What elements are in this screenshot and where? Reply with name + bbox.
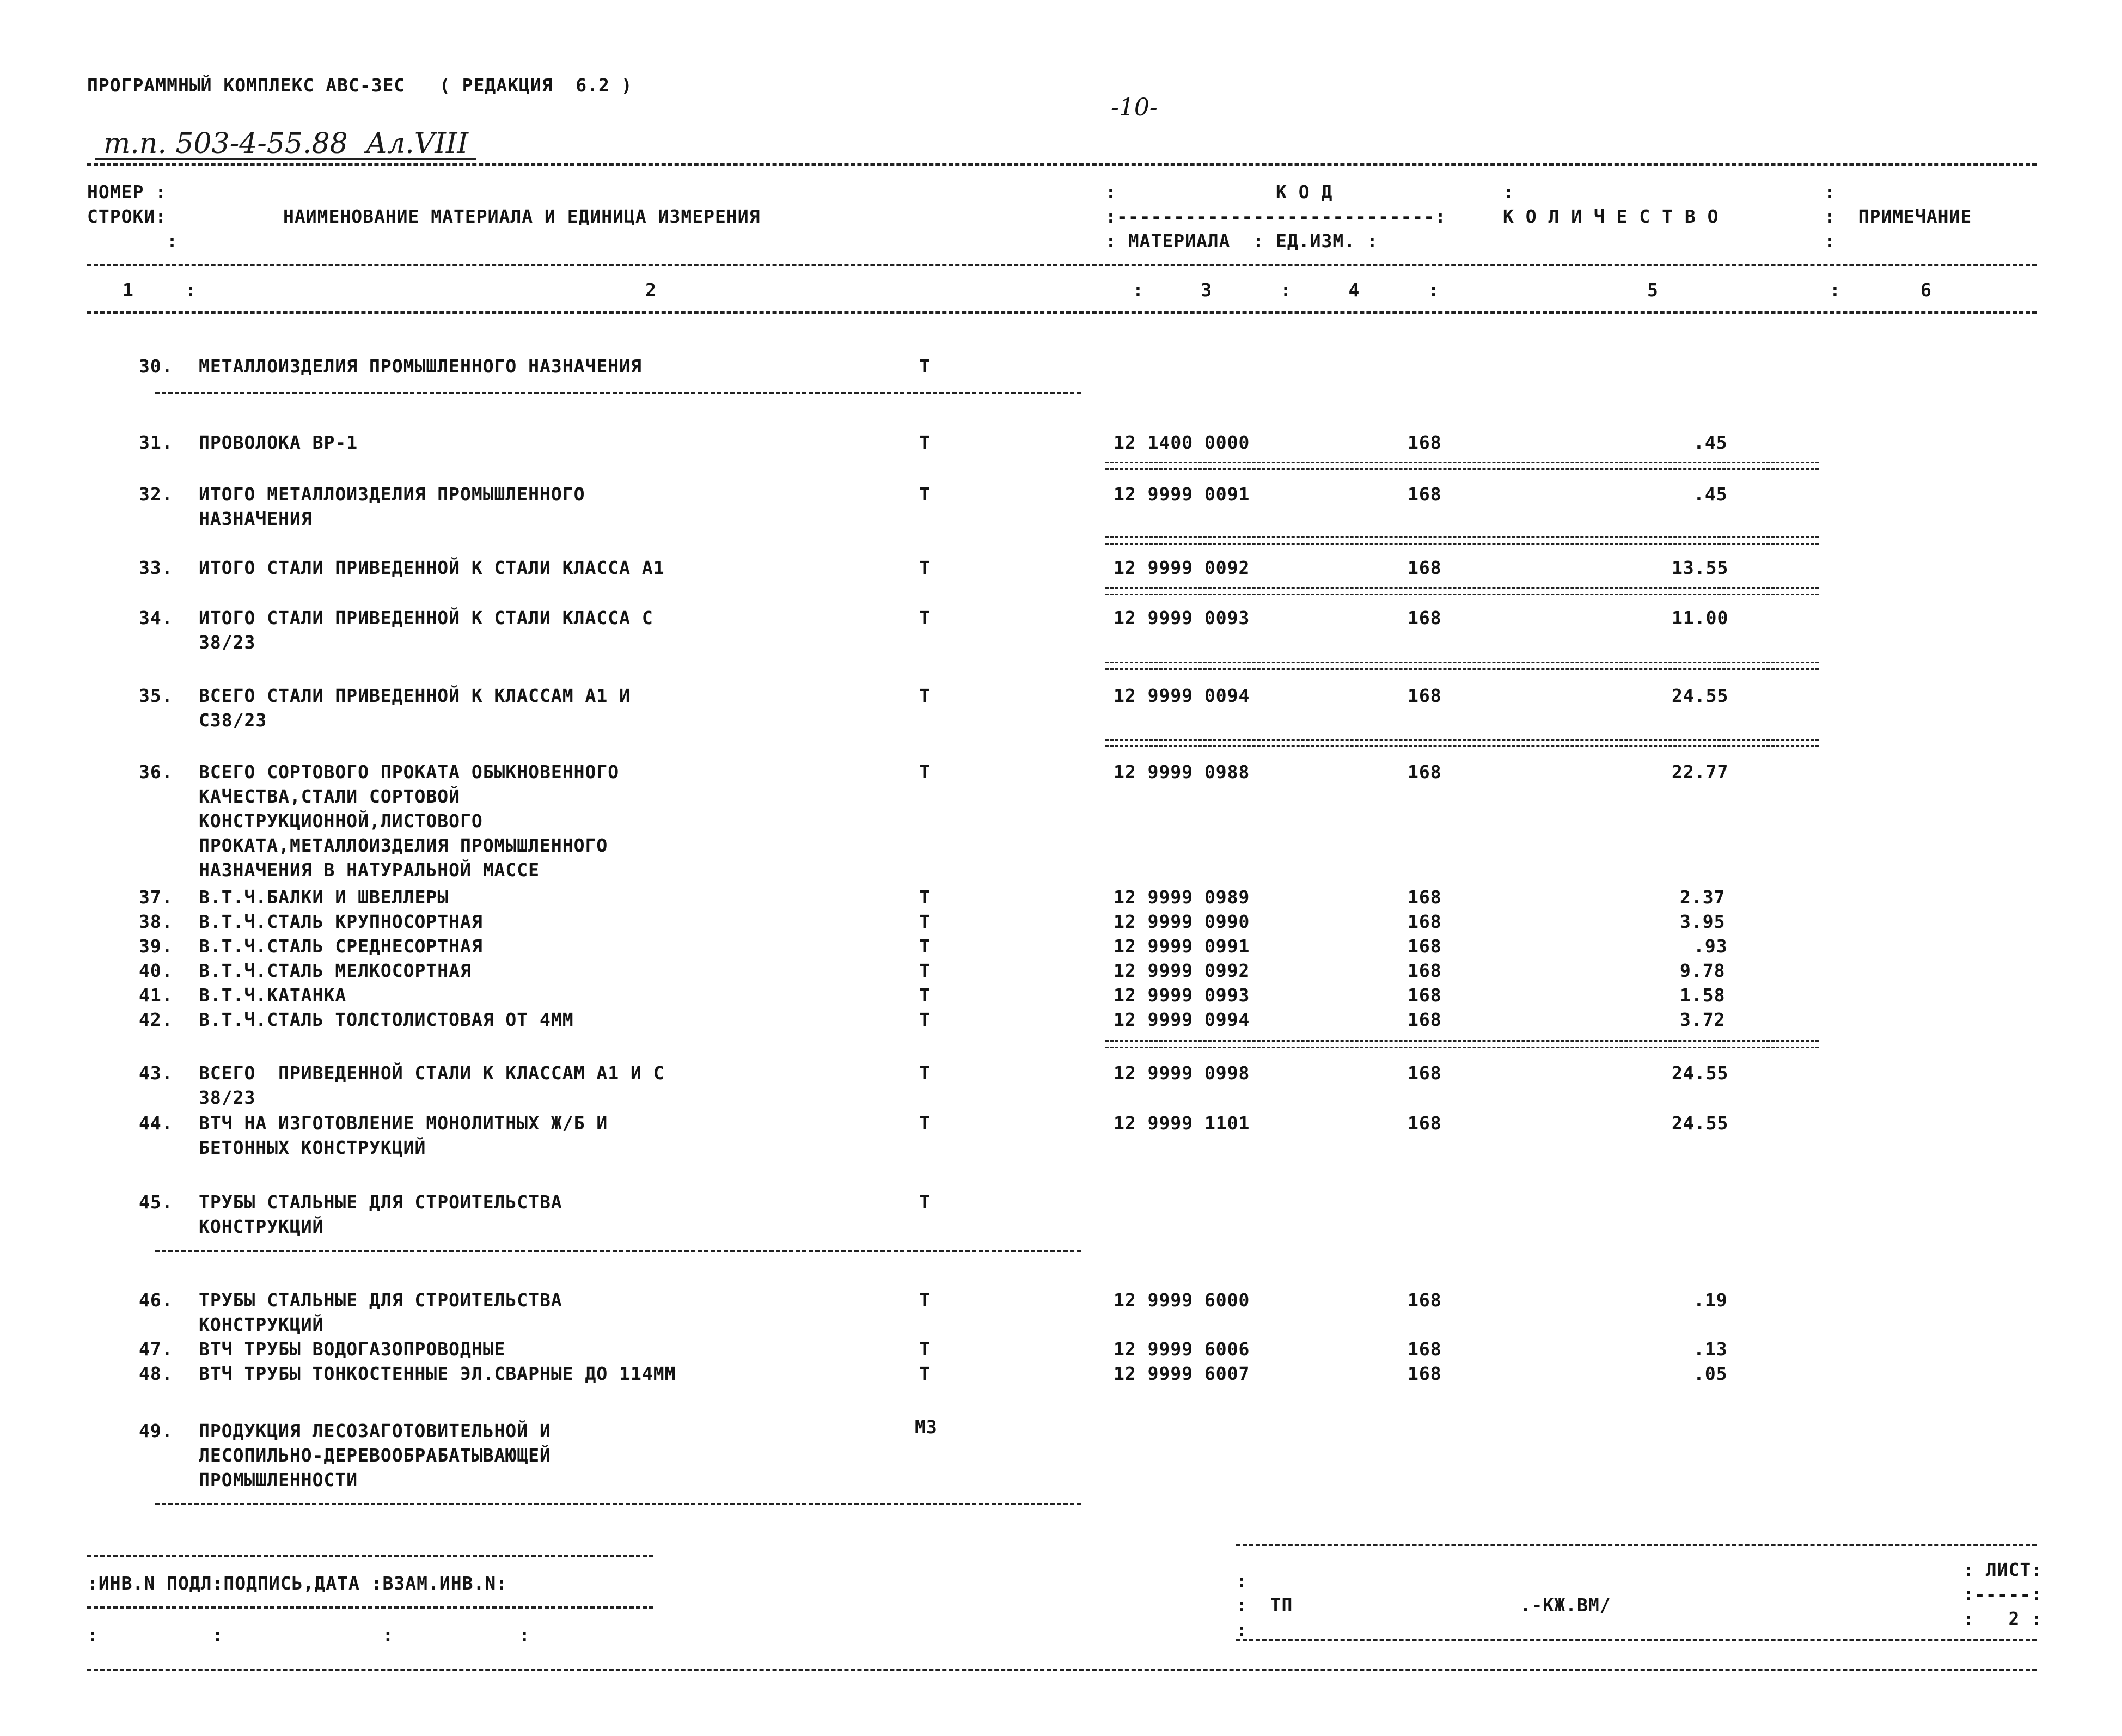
row-unit-code: 168 bbox=[1408, 557, 1442, 578]
row-material-name: В.Т.Ч.СТАЛЬ МЕЛКОСОРТНАЯ bbox=[199, 960, 472, 981]
row-material-code: 12 9999 0091 bbox=[1114, 484, 1250, 505]
section-underline bbox=[155, 392, 1081, 394]
row-quantity: 11.00 bbox=[1672, 607, 1729, 628]
row-unit: Т bbox=[919, 761, 931, 783]
row-unit-code: 168 bbox=[1408, 911, 1442, 932]
row-unit: Т bbox=[919, 1338, 931, 1360]
header-bottom-rule bbox=[87, 311, 2037, 314]
project-code-underline bbox=[95, 158, 476, 160]
row-material-code: 12 9999 0990 bbox=[1114, 911, 1250, 932]
row-material-code: 12 9999 0988 bbox=[1114, 761, 1250, 783]
row-quantity: .93 bbox=[1693, 936, 1728, 957]
row-unit: Т bbox=[919, 1191, 931, 1213]
row-unit-code: 168 bbox=[1408, 484, 1442, 505]
row-material-name: ПРОВОЛОКА ВР-1 bbox=[199, 432, 358, 453]
row-unit: Т bbox=[919, 484, 931, 505]
row-material-code: 12 9999 6000 bbox=[1114, 1289, 1250, 1311]
row-number: 38. bbox=[139, 911, 173, 932]
row-unit-code: 168 bbox=[1408, 761, 1442, 783]
row-material-code: 12 1400 0000 bbox=[1114, 432, 1250, 453]
row-unit: Т bbox=[919, 936, 931, 957]
row-material-name: ИТОГО СТАЛИ ПРИВЕДЕННОЙ К СТАЛИ КЛАССА С 38/23 bbox=[199, 607, 653, 653]
row-material-code: 12 9999 0989 bbox=[1114, 887, 1250, 908]
row-unit-code: 168 bbox=[1408, 1289, 1442, 1311]
row-material-name: В.Т.Ч.СТАЛЬ ТОЛСТОЛИСТОВАЯ ОТ 4ММ bbox=[199, 1009, 574, 1030]
row-material-name: В.Т.Ч.СТАЛЬ СРЕДНЕСОРТНАЯ bbox=[199, 936, 483, 957]
row-number: 48. bbox=[139, 1363, 173, 1384]
row-material-code: 12 9999 0994 bbox=[1114, 1009, 1250, 1030]
footer-bottom-rule bbox=[87, 1669, 2037, 1671]
row-material-code: 12 9999 0991 bbox=[1114, 936, 1250, 957]
row-unit-code: 168 bbox=[1408, 1112, 1442, 1134]
row-material-name: ПРОДУКЦИЯ ЛЕСОЗАГОТОВИТЕЛЬНОЙ И ЛЕСОПИЛЬНО-ДЕРЕВООБРАБАТЫВАЮЩЕЙ ПРОМЫШЛЕННОСТИ bbox=[199, 1420, 551, 1490]
footer-left-top-rule bbox=[87, 1555, 653, 1557]
row-material-name: В.Т.Ч.КАТАНКА bbox=[199, 985, 347, 1006]
col-quantity-header: К О Л И Ч Е С Т В О bbox=[1503, 206, 1719, 227]
row-number: 46. bbox=[139, 1289, 173, 1311]
row-number: 32. bbox=[139, 484, 173, 505]
row-material-code: 12 9999 6006 bbox=[1114, 1338, 1250, 1360]
row-material-code: 12 9999 1101 bbox=[1114, 1112, 1250, 1134]
row-material-code: 12 9999 0993 bbox=[1114, 985, 1250, 1006]
total-separator bbox=[1105, 462, 1819, 470]
row-unit: Т bbox=[919, 685, 931, 706]
col-separator: : bbox=[185, 279, 197, 301]
row-unit-code: 168 bbox=[1408, 1062, 1442, 1084]
row-unit-code: 168 bbox=[1408, 936, 1442, 957]
footer-signature-headers: :ИНВ.N ПОДЛ:ПОДПИСЬ,ДАТА :ВЗАМ.ИНВ.N: bbox=[87, 1573, 508, 1594]
row-material-name: ИТОГО СТАЛИ ПРИВЕДЕННОЙ К СТАЛИ КЛАССА А1 bbox=[199, 557, 665, 578]
row-number: 42. bbox=[139, 1009, 173, 1030]
program-header: ПРОГРАММНЫЙ КОМПЛЕКС АВС-3ЕС ( РЕДАКЦИЯ 6.2 ) bbox=[87, 75, 633, 96]
row-number: 36. bbox=[139, 761, 173, 783]
row-unit: Т bbox=[919, 1062, 931, 1084]
row-quantity: 3.72 bbox=[1680, 1009, 1726, 1030]
row-material-code: 12 9999 0092 bbox=[1114, 557, 1250, 578]
row-number: 34. bbox=[139, 607, 173, 628]
row-material-name: В.Т.Ч.СТАЛЬ КРУПНОСОРТНАЯ bbox=[199, 911, 483, 932]
row-quantity: 24.55 bbox=[1672, 1062, 1729, 1084]
row-material-code: 12 9999 0094 bbox=[1114, 685, 1250, 706]
row-quantity: 2.37 bbox=[1680, 887, 1726, 908]
row-unit-code: 168 bbox=[1408, 607, 1442, 628]
row-unit: Т bbox=[919, 1112, 931, 1134]
row-unit: Т bbox=[919, 607, 931, 628]
row-unit: Т bbox=[919, 1009, 931, 1030]
row-number: 31. bbox=[139, 432, 173, 453]
total-separator bbox=[1105, 587, 1819, 595]
row-material-code: 12 9999 0998 bbox=[1114, 1062, 1250, 1084]
footer-right-top-rule bbox=[1236, 1544, 2037, 1546]
header-mid-rule bbox=[87, 264, 2037, 266]
row-unit-code: 168 bbox=[1408, 985, 1442, 1006]
footer-sheet-number: : ЛИСТ: :-----: : 2 : bbox=[1963, 1559, 2043, 1629]
row-material-name: ВСЕГО СОРТОВОГО ПРОКАТА ОБЫКНОВЕННОГО КАЧЕСТВА,СТАЛИ СОРТОВОЙ КОНСТРУКЦИОННОЙ,ЛИСТОВОГО ПРОКАТА,МЕТАЛЛОИЗДЕЛИЯ ПРОМЫШЛЕННОГО НАЗНАЧЕНИЯ В НАТУРАЛЬНОЙ МАССЕ bbox=[199, 761, 620, 881]
row-unit: Т bbox=[919, 1363, 931, 1384]
row-material-name: ВТЧ ТРУБЫ ТОНКОСТЕННЫЕ ЭЛ.СВАРНЫЕ ДО 114ММ bbox=[199, 1363, 676, 1384]
row-quantity: 24.55 bbox=[1672, 1112, 1729, 1134]
row-unit: Т bbox=[919, 356, 931, 377]
col-note-header: : : ПРИМЕЧАНИЕ : bbox=[1824, 181, 1972, 252]
total-separator bbox=[1105, 536, 1819, 545]
row-unit: Т bbox=[919, 960, 931, 981]
col-code-index: : 3 : 4 : bbox=[1133, 279, 1440, 301]
total-separator bbox=[1105, 1040, 1819, 1048]
col-number-header: НОМЕР : СТРОКИ: : bbox=[87, 181, 178, 252]
row-unit: Т bbox=[919, 911, 931, 932]
footer-signature-cells: : : : : bbox=[87, 1624, 530, 1646]
row-number: 35. bbox=[139, 685, 173, 706]
row-quantity: .19 bbox=[1693, 1289, 1728, 1311]
project-code: т.п. 503-4-55.88 Ал.VIII bbox=[103, 127, 468, 160]
row-material-name: ВСЕГО ПРИВЕДЕННОЙ СТАЛИ К КЛАССАМ А1 И С 38/23 bbox=[199, 1062, 665, 1108]
row-unit-code: 168 bbox=[1408, 1009, 1442, 1030]
row-material-name: ТРУБЫ СТАЛЬНЫЕ ДЛЯ СТРОИТЕЛЬСТВА КОНСТРУКЦИЙ bbox=[199, 1191, 562, 1237]
row-unit-code: 168 bbox=[1408, 685, 1442, 706]
row-unit-code: 168 bbox=[1408, 1338, 1442, 1360]
row-quantity: 13.55 bbox=[1672, 557, 1729, 578]
col-name-index: 2 bbox=[645, 279, 657, 301]
row-material-name: ВСЕГО СТАЛИ ПРИВЕДЕННОЙ К КЛАССАМ А1 И С38/23 bbox=[199, 685, 631, 731]
row-quantity: .05 bbox=[1693, 1363, 1728, 1384]
row-quantity: 3.95 bbox=[1680, 911, 1726, 932]
footer-left-mid-rule bbox=[87, 1606, 653, 1609]
row-unit-code: 168 bbox=[1408, 960, 1442, 981]
row-unit: Т bbox=[919, 1289, 931, 1311]
row-material-name: ВТЧ ТРУБЫ ВОДОГАЗОПРОВОДНЫЕ bbox=[199, 1338, 506, 1360]
row-unit-code: 168 bbox=[1408, 432, 1442, 453]
col-quantity-index: 5 bbox=[1647, 279, 1659, 301]
row-number: 44. bbox=[139, 1112, 173, 1134]
row-number: 43. bbox=[139, 1062, 173, 1084]
row-number: 30. bbox=[139, 356, 173, 377]
row-number: 40. bbox=[139, 960, 173, 981]
row-material-code: 12 9999 0992 bbox=[1114, 960, 1250, 981]
row-quantity: 1.58 bbox=[1680, 985, 1726, 1006]
row-material-name: МЕТАЛЛОИЗДЕЛИЯ ПРОМЫШЛЕННОГО НАЗНАЧЕНИЯ bbox=[199, 356, 642, 377]
section-underline bbox=[155, 1503, 1081, 1505]
row-unit: Т bbox=[919, 432, 931, 453]
row-unit: Т bbox=[919, 887, 931, 908]
col-note-index: : 6 bbox=[1830, 279, 1932, 301]
col-number-index: 1 bbox=[123, 279, 134, 301]
col-code-header: : К О Д : :----------------------------: : МАТЕРИАЛА : ЕД.ИЗМ. : bbox=[1105, 181, 1515, 252]
row-quantity: 22.77 bbox=[1672, 761, 1729, 783]
page-number: -10- bbox=[1111, 94, 1158, 121]
row-unit: Т bbox=[919, 985, 931, 1006]
row-quantity: .45 bbox=[1693, 432, 1728, 453]
footer-right-bottom-rule bbox=[1236, 1639, 2037, 1641]
total-separator bbox=[1105, 739, 1819, 747]
row-quantity: .45 bbox=[1693, 484, 1728, 505]
row-number: 49. bbox=[139, 1420, 173, 1441]
row-number: 39. bbox=[139, 936, 173, 957]
row-unit: М3 bbox=[915, 1416, 938, 1438]
row-quantity: 9.78 bbox=[1680, 960, 1726, 981]
row-number: 37. bbox=[139, 887, 173, 908]
row-material-name: ТРУБЫ СТАЛЬНЫЕ ДЛЯ СТРОИТЕЛЬСТВА КОНСТРУКЦИЙ bbox=[199, 1289, 562, 1335]
row-material-code: 12 9999 0093 bbox=[1114, 607, 1250, 628]
total-separator bbox=[1105, 662, 1819, 670]
col-name-header: НАИМЕНОВАНИЕ МАТЕРИАЛА И ЕДИНИЦА ИЗМЕРЕНИЯ bbox=[283, 206, 761, 227]
row-unit-code: 168 bbox=[1408, 1363, 1442, 1384]
row-unit: Т bbox=[919, 557, 931, 578]
row-number: 41. bbox=[139, 985, 173, 1006]
row-material-name: ВТЧ НА ИЗГОТОВЛЕНИЕ МОНОЛИТНЫХ Ж/Б И БЕТОННЫХ КОНСТРУКЦИЙ bbox=[199, 1112, 608, 1158]
row-number: 45. bbox=[139, 1191, 173, 1213]
footer-document-code: : : ТП .-КЖ.ВМ/ : bbox=[1236, 1570, 1611, 1640]
section-underline bbox=[155, 1250, 1081, 1252]
row-unit-code: 168 bbox=[1408, 887, 1442, 908]
row-quantity: 24.55 bbox=[1672, 685, 1729, 706]
row-material-code: 12 9999 6007 bbox=[1114, 1363, 1250, 1384]
row-material-name: ИТОГО МЕТАЛЛОИЗДЕЛИЯ ПРОМЫШЛЕННОГО НАЗНАЧЕНИЯ bbox=[199, 484, 585, 529]
row-material-name: В.Т.Ч.БАЛКИ И ШВЕЛЛЕРЫ bbox=[199, 887, 449, 908]
table-top-rule bbox=[87, 163, 2037, 166]
row-number: 47. bbox=[139, 1338, 173, 1360]
row-number: 33. bbox=[139, 557, 173, 578]
row-quantity: .13 bbox=[1693, 1338, 1728, 1360]
